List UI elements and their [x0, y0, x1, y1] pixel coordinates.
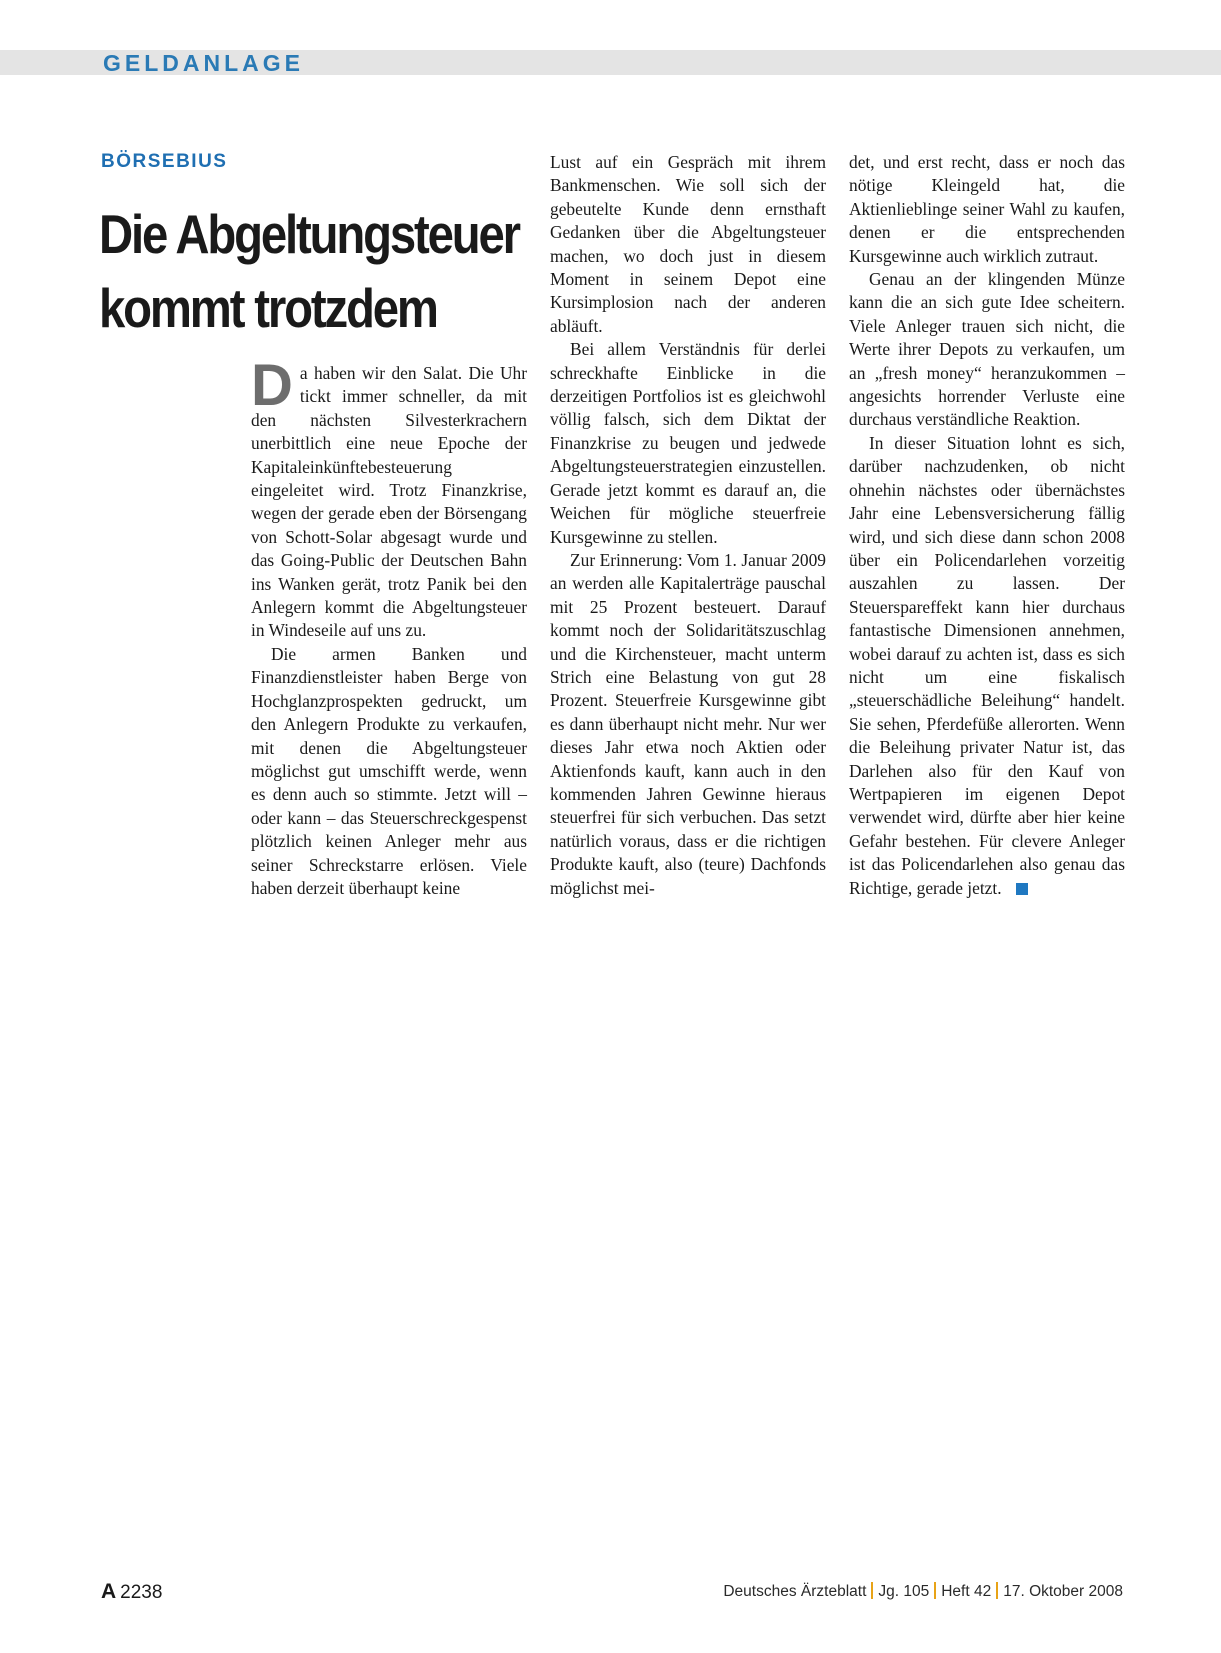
journal-name: Deutsches Ärzteblatt — [723, 1583, 867, 1600]
paragraph: Die armen Banken und Finanzdienstleister haben Berge von Hochglanzprospekten gedruckt, um den Anlegern Produkte zu verkaufen, mit denen die Abgeltungsteuer möglichst gut umschifft werde, wenn es denn auch so stimmte. Jetzt will – oder kann – das Steuerschreckgespenst plötzlich keinen Anleger mehr aus seiner Schreckstarre erlösen. Viele haben derzeit überhaupt keine — [251, 643, 527, 898]
page-number — [101, 1580, 162, 1604]
headline-line-1: Die Abgeltungsteuer — [99, 203, 519, 265]
journal-issue: Heft 42 — [941, 1583, 992, 1600]
paragraph: det, und erst recht, dass er noch das nötige Kleingeld hat, die Aktienlieblinge seiner Wahl zu kaufen, denen er die entsprechenden Kursgewinne auch wirklich zutraut. — [849, 152, 1125, 266]
separator — [996, 1582, 998, 1599]
headline-line-2: kommt trotzdem — [99, 277, 437, 339]
paragraph-text: a haben wir den Salat. Die Uhr tickt immer schneller, da mit den nächsten Silvesterkrachern unerbittlich eine neue Epoche der Kapitaleinkünftebesteuerung eingeleitet wird. Trotz Finanzkrise, wegen der gerade eben der Börsengang von Schott-Solar abgesagt wurde und das Going-Public der Deutschen Bahn ins Wanken gerät, trotz Panik bei den Anlegern kommt die Abgeltungsteuer in Windeseile auf uns zu. — [251, 363, 527, 641]
journal-volume: Jg. 105 — [878, 1583, 930, 1600]
page-prefix: A — [101, 1580, 117, 1603]
section-label: GELDANLAGE — [103, 50, 304, 76]
separator — [871, 1582, 873, 1599]
journal-info — [723, 1582, 1123, 1601]
paragraph — [251, 353, 527, 643]
article-column-2 — [550, 151, 826, 900]
paragraph-text: In dieser Situation lohnt es sich, darüber nachzudenken, ob nicht ohnehin nächstes oder übernächstes Jahr eine Lebensversicherung fällig wird, und sich diese dann schon 2008 über ein Policendarlehen vorzeitig auszahlen zu lassen. Der Steuerspareffekt kann hier durchaus fantastische Dimensionen annehmen, wobei darauf zu achten ist, dass es sich nicht um eine fiskalisch „steuerschädliche Beleihung“ handelt. Sie sehen, Pferdefüße allerorten. Wenn die Beleihung privater Natur ist, das Darlehen also für den Kauf von Wertpapieren im eigenen Depot verwendet wird, dürfte aber hier keine Gefahr bestehen. Für clevere Anleger ist das Policendarlehen also genau das Richtige, gerade jetzt. — [849, 432, 1125, 898]
article-column-3 — [849, 151, 1125, 900]
end-of-article-icon — [1016, 883, 1028, 895]
paragraph: Bei allem Verständnis für derlei schreckhafte Einblicke in die derzeitigen Portfolios ist es gleichwohl völlig falsch, sich dem Diktat der Finanzkrise zu beugen und jedwede Abgeltungsteuerstrategien einzustellen. Gerade jetzt kommt es darauf an, die Weichen für mögliche steuerfreie Kursgewinne zu stellen. — [550, 339, 826, 547]
journal-date: 17. Oktober 2008 — [1003, 1583, 1123, 1600]
article-column-1 — [251, 353, 527, 900]
page-number-value: 2238 — [120, 1582, 163, 1603]
paragraph: Zur Erinnerung: Vom 1. Januar 2009 an werden alle Kapitalerträge pauschal mit 25 Prozent besteuert. Darauf kommt noch der Solidaritätszuschlag und die Kirchensteuer, macht unterm Strich eine Belastung von gut 28 Prozent. Steuerfreie Kursgewinne gibt es dann überhaupt nicht mehr. Nur wer dieses Jahr etwa noch Aktien oder Aktienfonds kauft, kann auch in den kommenden Jahren Gewinne hieraus steuerfrei für sich verbuchen. Das setzt natürlich voraus, dass er die richtigen Produkte kauft, also (teure) Dachfonds möglichst mei- — [550, 549, 826, 898]
headline — [99, 197, 519, 345]
paragraph: Lust auf ein Gespräch mit ihrem Bankmenschen. Wie soll sich der gebeutelte Kunde denn ernsthaft Gedanken über die Abgeltungsteuer machen, wo doch just in diesem Moment in seinem Depot eine Kursimplosion nach der anderen abläuft. — [550, 152, 826, 336]
kicker: BÖRSEBIUS — [101, 151, 228, 172]
separator — [934, 1582, 936, 1599]
dropcap: D — [251, 353, 292, 418]
paragraph-last — [849, 432, 1125, 900]
paragraph: Genau an der klingenden Münze kann die an sich gute Idee scheitern. Viele Anleger trauen sich nicht, die Werte ihrer Depots zu verkaufen, um an „fresh money“ heranzukommen – angesichts horrender Verluste eine durchaus verständliche Reaktion. — [849, 269, 1125, 430]
